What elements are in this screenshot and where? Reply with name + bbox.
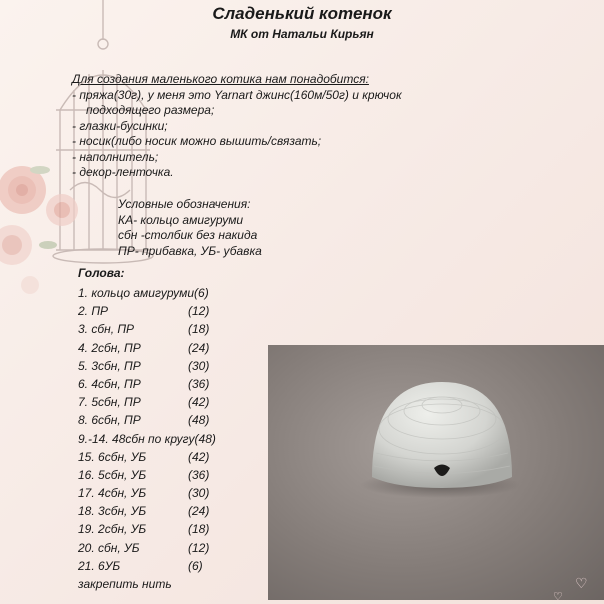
materials-lead: Для создания маленького котика нам понадобится:: [72, 72, 369, 86]
row-count: (30): [188, 358, 210, 373]
pattern-row: [78, 430, 216, 448]
row-text: 17. 4сбн, УБ: [78, 486, 147, 501]
pattern-row: [78, 520, 216, 538]
row-text: закрепить нить: [78, 577, 172, 591]
legend-item: КА- кольцо амигуруми: [118, 212, 244, 227]
legend-title: Условные обозначения:: [118, 197, 251, 211]
row-text: 4. 2сбн, ПР: [78, 340, 141, 355]
pattern-row: [78, 539, 216, 557]
section-title-head: Голова:: [78, 266, 125, 280]
row-count: (48): [188, 413, 210, 428]
pattern-row: [78, 557, 216, 575]
materials-item: - носик(либо носик можно вышить/связать;: [72, 134, 322, 148]
pattern-row: [78, 320, 216, 338]
materials-item: - наполнитель;: [72, 149, 159, 164]
materials-item: - декор-ленточка.: [72, 165, 174, 179]
row-text: 18. 3сбн, УБ: [78, 504, 147, 519]
row-count: (12): [188, 304, 210, 319]
page-subtitle: МК от Натальи Кирьян: [230, 27, 374, 41]
heart-decoration: ♡: [553, 591, 563, 603]
pattern-row: [78, 357, 216, 375]
heart-decoration: ♡: [575, 575, 588, 591]
pattern-row: [78, 284, 216, 302]
crochet-ball-illustration: [268, 345, 604, 600]
row-count: (36): [188, 376, 210, 391]
pattern-row: [78, 502, 216, 520]
row-text: 7. 5сбн, ПР: [78, 395, 141, 410]
row-count: (36): [188, 467, 210, 482]
row-count: (6): [188, 558, 203, 573]
legend-item: ПР- прибавка, УБ- убавка: [118, 243, 262, 258]
pattern-row: [78, 411, 216, 429]
legend-item: сбн -столбик без накида: [118, 228, 258, 242]
row-count: (18): [188, 522, 210, 537]
row-text: 21. 6УБ: [78, 558, 121, 573]
row-text: 2. ПР: [78, 304, 109, 319]
row-text: 3. сбн, ПР: [78, 322, 135, 337]
pattern-row: [78, 302, 216, 320]
pattern-row: [78, 575, 216, 593]
pattern-rows: [78, 284, 216, 593]
row-text: 16. 5сбн, УБ: [78, 467, 147, 482]
crochet-head-photo: [268, 345, 604, 600]
row-text: 6. 4сбн, ПР: [78, 376, 141, 391]
pattern-row: [78, 375, 216, 393]
materials-list: [72, 72, 402, 181]
materials-item: - пряжа(30г), у меня это Yarnart джинс(160м/50г) и крючок: [72, 87, 402, 102]
materials-item: подходящего размера;: [86, 103, 215, 117]
row-text: 8. 6сбн, ПР: [78, 413, 141, 428]
row-text: 9.-14. 48сбн по кругу(48): [78, 431, 216, 446]
pattern-row: [78, 393, 216, 411]
legend: [118, 197, 262, 259]
pattern-row: [78, 466, 216, 484]
pattern-row: [78, 448, 216, 466]
pattern-row: [78, 339, 216, 357]
row-text: 1. кольцо амигуруми(6): [78, 286, 209, 300]
materials-item: - глазки-бусинки;: [72, 118, 168, 133]
row-count: (12): [188, 540, 210, 555]
row-text: 20. сбн, УБ: [78, 540, 140, 555]
row-count: (42): [188, 395, 210, 410]
row-text: 5. 3сбн, ПР: [78, 358, 141, 373]
row-count: (24): [188, 504, 210, 519]
row-text: 15. 6сбн, УБ: [78, 449, 147, 464]
row-count: (42): [188, 449, 210, 464]
row-count: (18): [188, 322, 210, 337]
page-title: Сладенький котенок: [212, 4, 392, 23]
pattern-row: [78, 484, 216, 502]
row-text: 19. 2сбн, УБ: [78, 522, 147, 537]
row-count: (30): [188, 486, 210, 501]
row-count: (24): [188, 340, 210, 355]
